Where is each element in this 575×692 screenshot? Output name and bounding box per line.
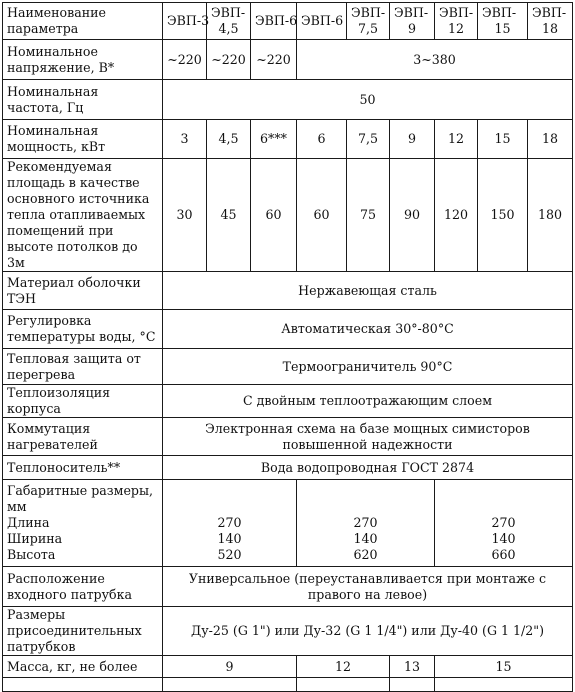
protection-label: Тепловая защита от перегрева xyxy=(3,349,163,385)
model-header xyxy=(390,3,435,40)
width-value: 140 xyxy=(217,531,242,546)
connection-row xyxy=(3,607,573,656)
area-value: 120 xyxy=(435,159,478,272)
carrier-row xyxy=(3,456,573,480)
mass-value: 12 xyxy=(297,656,390,678)
dimensions-group xyxy=(163,480,297,567)
mass-value: 15 xyxy=(435,656,573,678)
power-value: 7,5 xyxy=(347,120,390,159)
continuation-cell xyxy=(163,678,297,692)
mass-value: 9 xyxy=(163,656,297,678)
model-header xyxy=(251,3,297,40)
continuation-cell xyxy=(297,678,390,692)
regulation-value: Автоматическая 30°-80°С xyxy=(163,310,573,349)
voltage-value: ~220 xyxy=(251,40,297,80)
model-header xyxy=(163,3,210,40)
area-value: 30 xyxy=(163,159,207,272)
param-header: Наименование параметра xyxy=(3,3,163,40)
switching-label: Коммутация нагревателей xyxy=(3,418,163,456)
width-value: 140 xyxy=(491,531,516,546)
continuation-cell xyxy=(3,678,163,692)
area-value: 90 xyxy=(390,159,435,272)
model-header xyxy=(297,3,347,40)
specifications-table xyxy=(2,2,573,692)
dimensions-label: Габаритные размеры, мм xyxy=(7,483,154,514)
width-value: 140 xyxy=(353,531,378,546)
power-row xyxy=(3,120,573,159)
voltage-row xyxy=(3,40,573,80)
carrier-value: Вода водопроводная ГОСТ 2874 xyxy=(163,456,573,480)
switching-row xyxy=(3,418,573,456)
height-value: 520 xyxy=(217,547,242,562)
height-label: Высота xyxy=(7,547,56,562)
voltage-value: 3~380 xyxy=(297,40,573,80)
model-name: ЭВП- xyxy=(482,5,517,20)
frequency-label: Номинальная частота, Гц xyxy=(3,80,163,120)
inlet-row xyxy=(3,567,573,607)
power-value: 18 xyxy=(528,120,573,159)
area-label: Рекомендуемая площадь в качестве основного источника тепла отапливаемых помещений при высоте потолков до 3м xyxy=(3,159,163,272)
mass-label: Масса, кг, не более xyxy=(3,656,163,678)
power-value: 4,5 xyxy=(207,120,251,159)
length-value: 270 xyxy=(353,515,378,530)
switching-value: Электронная схема на базе мощных симисторов повышенной надежности xyxy=(163,418,573,456)
area-row xyxy=(3,159,573,272)
model-suffix: 18 xyxy=(541,21,559,36)
header-row xyxy=(3,3,573,40)
model-name: ЭВП- xyxy=(532,5,567,20)
dimensions-group xyxy=(435,480,573,567)
dimensions-label-cell xyxy=(3,480,163,567)
model-suffix: 9 xyxy=(407,21,416,36)
area-value: 150 xyxy=(478,159,528,272)
area-value: 60 xyxy=(297,159,347,272)
length-label: Длина xyxy=(7,515,50,530)
height-value: 620 xyxy=(353,547,378,562)
insulation-label: Теплоизоляция корпуса xyxy=(3,385,163,418)
dimensions-row xyxy=(3,480,573,567)
power-value: 15 xyxy=(478,120,528,159)
area-value: 60 xyxy=(251,159,297,272)
material-value: Нержавеющая сталь xyxy=(163,272,573,310)
dimensions-group xyxy=(297,480,435,567)
power-value: 12 xyxy=(435,120,478,159)
power-value: 6*** xyxy=(251,120,297,159)
voltage-value: ~220 xyxy=(163,40,207,80)
model-name: ЭВП- xyxy=(211,5,246,20)
height-value: 660 xyxy=(491,547,516,562)
area-value: 45 xyxy=(207,159,251,272)
model-suffix: 12 xyxy=(447,21,465,36)
protection-value: Термоограничитель 90°С xyxy=(163,349,573,385)
mass-value: 13 xyxy=(390,656,435,678)
continuation-cell xyxy=(390,678,435,692)
material-label: Материал оболочки ТЭН xyxy=(3,272,163,310)
power-value: 9 xyxy=(390,120,435,159)
model-name: ЭВП- xyxy=(351,5,386,20)
voltage-label: Номинальное напряжение, В* xyxy=(3,40,163,80)
insulation-row xyxy=(3,385,573,418)
connection-label: Размеры присоединительных патрубков xyxy=(3,607,163,656)
regulation-row xyxy=(3,310,573,349)
voltage-value: ~220 xyxy=(207,40,251,80)
connection-value: Ду-25 (G 1") или Ду-32 (G 1 1/4") или Ду-40 (G 1 1/2") xyxy=(163,607,573,656)
model-header xyxy=(347,3,390,40)
frequency-value: 50 xyxy=(163,80,573,120)
model-name: ЭВП-6 xyxy=(301,13,344,28)
power-label: Номинальная мощность, кВт xyxy=(3,120,163,159)
model-header xyxy=(435,3,478,40)
model-header xyxy=(478,3,528,40)
model-name: ЭВП-6 xyxy=(255,13,298,28)
frequency-row xyxy=(3,80,573,120)
model-name: ЭВП- xyxy=(439,5,474,20)
area-value: 75 xyxy=(347,159,390,272)
mass-row xyxy=(3,656,573,678)
model-name: ЭВП-3 xyxy=(167,13,210,28)
power-value: 6 xyxy=(297,120,347,159)
insulation-value: С двойным теплоотражающим слоем xyxy=(163,385,573,418)
width-label: Ширина xyxy=(7,531,63,546)
model-suffix: 15 xyxy=(494,21,511,36)
continuation-row xyxy=(3,678,573,692)
length-value: 270 xyxy=(491,515,516,530)
model-header xyxy=(207,3,251,40)
model-name: ЭВП- xyxy=(394,5,429,20)
model-suffix: 4,5 xyxy=(218,21,239,36)
power-value: 3 xyxy=(163,120,207,159)
carrier-label: Теплоноситель** xyxy=(3,456,163,480)
length-value: 270 xyxy=(217,515,242,530)
regulation-label: Регулировка температуры воды, °С xyxy=(3,310,163,349)
inlet-value: Универсальное (переустанавливается при монтаже с правого на левое) xyxy=(163,567,573,607)
material-row xyxy=(3,272,573,310)
model-header xyxy=(528,3,573,40)
model-suffix: 7,5 xyxy=(357,21,379,36)
area-value: 180 xyxy=(528,159,573,272)
protection-row xyxy=(3,349,573,385)
inlet-label: Расположение входного патрубка xyxy=(3,567,163,607)
continuation-cell xyxy=(435,678,573,692)
